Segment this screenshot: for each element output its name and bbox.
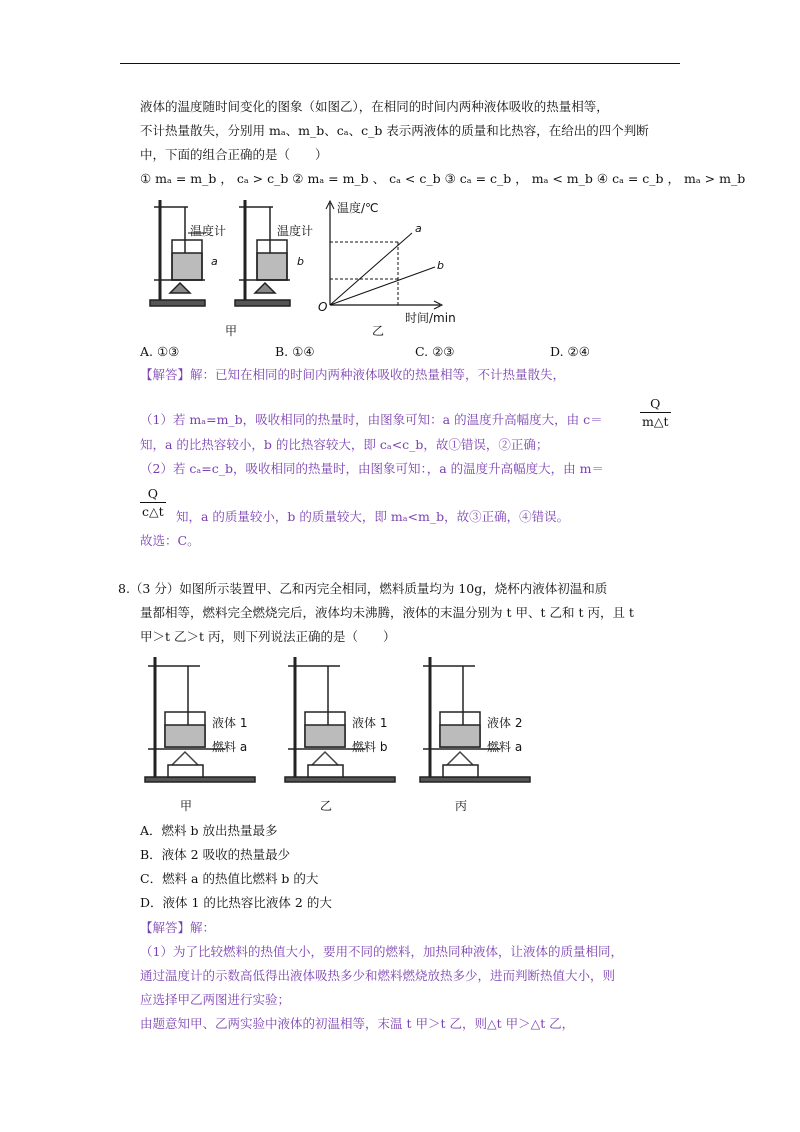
- fraction-c-denominator: m△t: [642, 414, 669, 429]
- fraction-m-denominator: c△t: [142, 504, 164, 519]
- q7-text-line-1: 液体的温度随时间变化的图象（如图乙），在相同的时间内两种液体吸收的热量相等，: [140, 99, 609, 114]
- q8-choice-a: A．燃料 b 放出热量最多: [140, 823, 278, 838]
- temperature-graph: [326, 201, 442, 309]
- q8-answer-line-2: 通过温度计的示数高低得出液体吸热多少和燃料燃烧放热多少，进而判断热值大小，则: [140, 968, 616, 983]
- q8-text-line-1: 8.（3 分）如图所示装置甲、乙和丙完全相同，燃料质量均为 10g，烧杯内液体初温和质: [118, 581, 608, 596]
- q7-answer-line-5: 知，a 的质量较小，b 的质量较大，即 mₐ<m_b，故③正确，④错误。: [176, 509, 570, 524]
- apparatus-jia: [150, 200, 205, 306]
- label-fuel-b-yi: 燃料 b: [352, 740, 388, 754]
- q8-choice-b: B．液体 2 吸收的热量最少: [140, 847, 291, 862]
- q7-answer-line-3: 知，a 的比热容较小，b 的比热容较大，即 cₐ<c_b，故①错误，②正确；: [140, 437, 549, 452]
- graph-ylabel: 温度/℃: [337, 201, 379, 215]
- line-a-label: a: [415, 222, 422, 235]
- q8-choice-d: D．液体 1 的比热容比液体 2 的大: [140, 895, 332, 910]
- q7-choice-d: D. ②④: [550, 344, 590, 359]
- q7-answer-text-1: 解：已知在相同的时间内两种液体吸收的热量相等，不计热量散失，: [190, 367, 566, 382]
- q7-answer-line-4: （2）若 cₐ=c_b，吸收相同的热量时，由图象可知：，a 的温度升高幅度大，由 m＝: [140, 461, 604, 476]
- label-liquid-1-jia: 液体 1: [212, 716, 248, 730]
- q8-text-line-3: 甲＞t 乙＞t 丙，则下列说法正确的是（ ）: [140, 629, 396, 644]
- q8-label-jia: 甲: [180, 799, 193, 813]
- thermo-label-1: 温度计: [190, 224, 227, 238]
- q8-label-bing: 丙: [455, 799, 468, 813]
- q8-figure: [140, 652, 550, 817]
- label-fuel-a-bing: 燃料 a: [487, 740, 523, 754]
- q8-answer-line-4: 由题意知甲、乙两实验中液体的初温相等，末温 t 甲＞t 乙，则△t 甲＞△t 乙，: [140, 1016, 575, 1031]
- label-b: b: [297, 255, 304, 268]
- fraction-m: [140, 486, 166, 519]
- q7-figure: [140, 195, 490, 340]
- q8-answer-line-3: 应选择甲乙两图进行实验；: [140, 992, 291, 1007]
- q8-text-line-2: 量都相等，燃料完全燃烧完后，液体均未沸腾，液体的末温分别为 t 甲、t 乙和 t 丙，且 t: [140, 605, 634, 620]
- fraction-m-numerator: Q: [147, 486, 158, 501]
- q7-text-line-2: 不计热量散失，分别用 mₐ、m_b、cₐ、c_b 表示两液体的质量和比热容，在给出的四个判断: [140, 123, 649, 138]
- fraction-c: [640, 396, 671, 429]
- fraction-c-numerator: Q: [650, 396, 661, 411]
- q7-answer-line-1: [140, 366, 565, 384]
- thermo-label-2: 温度计: [277, 224, 314, 238]
- q8-label-yi: 乙: [320, 799, 333, 813]
- fig-label-jia: 甲: [225, 324, 238, 338]
- graph-xlabel: 时间/min: [405, 311, 456, 325]
- q7-answer-line-2: （1）若 mₐ=m_b，吸收相同的热量时，由图象可知：a 的温度升高幅度大，由 c＝: [140, 412, 603, 427]
- line-b-label: b: [437, 259, 444, 272]
- label-a: a: [211, 255, 218, 268]
- graph-origin: O: [318, 300, 328, 314]
- q7-choice-c: C. ②③: [415, 344, 455, 359]
- q8-answer-header: [140, 919, 215, 937]
- q8-answer-tag: 【解答】: [140, 920, 191, 935]
- q7-answer-line-6: 故选：C。: [140, 533, 200, 548]
- q7-text-line-3: 中，下面的组合正确的是（ ）: [140, 147, 328, 162]
- q7-choice-b: B. ①④: [275, 344, 315, 359]
- fig-label-yi: 乙: [372, 324, 385, 338]
- label-liquid-1-yi: 液体 1: [352, 716, 388, 730]
- header-rule: [120, 63, 680, 64]
- label-fuel-a-jia: 燃料 a: [212, 740, 248, 754]
- q8-choice-c: C．燃料 a 的热值比燃料 b 的大: [140, 871, 319, 886]
- q8-answer-line-1: （1）为了比较燃料的热值大小，要用不同的燃料，加热同种液体，让液体的质量相同，: [140, 944, 623, 959]
- label-liquid-2-bing: 液体 2: [487, 716, 523, 730]
- q7-choice-a: A. ①③: [140, 344, 180, 359]
- answer-tag: 【解答】: [140, 367, 191, 382]
- q7-judgments: ① mₐ = m_b ， cₐ > c_b ② mₐ = m_b 、 cₐ < c_b ③ cₐ = c_b ， mₐ < m_b ④ cₐ = c_b ， mₐ > m_b: [140, 171, 746, 186]
- q8-answer-tail: 解：: [190, 920, 216, 935]
- apparatus-yi: [235, 200, 290, 306]
